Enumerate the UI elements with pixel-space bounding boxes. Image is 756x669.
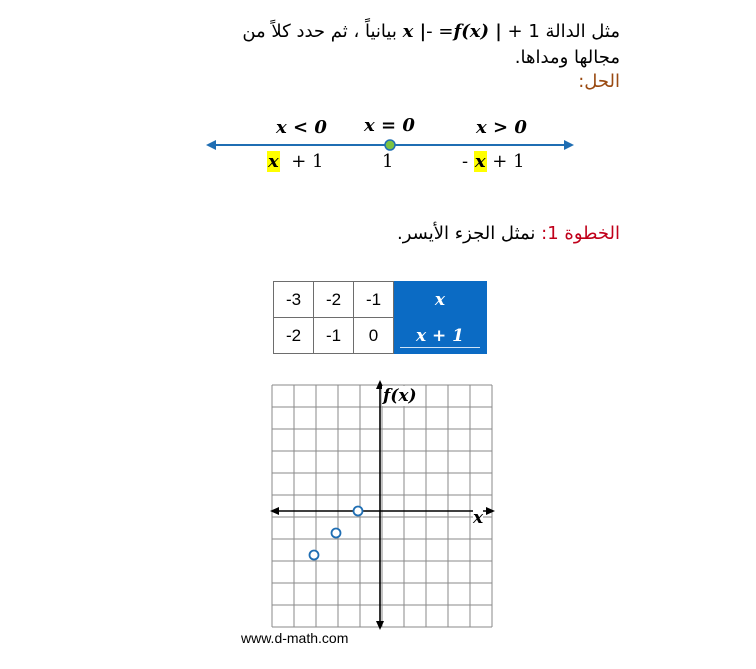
open-point xyxy=(310,551,319,560)
open-point xyxy=(354,507,363,516)
right-piece-minus: - xyxy=(462,151,469,172)
minus-sign: - xyxy=(426,21,439,42)
question-text-b: بيانياً ، ثم حدد كلاً من xyxy=(242,21,403,42)
x-axis-label: x xyxy=(473,508,484,528)
step-1-text: نمثل الجزء الأيسر. xyxy=(397,223,542,244)
zero-point xyxy=(385,140,395,150)
middle-value: 1 xyxy=(382,151,394,172)
table-cell: -3 xyxy=(274,282,314,318)
number-line-right-arrow xyxy=(564,140,574,150)
table-header-x-plus-1-text: x + 1 xyxy=(415,325,465,346)
question-line-2: مجالها ومداها. xyxy=(514,47,620,68)
y-axis-label: f(x) xyxy=(383,386,417,406)
table-cell: -2 xyxy=(314,282,354,318)
solution-label: الحل: xyxy=(578,71,620,92)
table-cell: -2 xyxy=(274,318,314,354)
open-point xyxy=(332,529,341,538)
question-text-a: مثل الدالة 1 + xyxy=(501,21,620,42)
abs-x-expression: | x | xyxy=(402,21,502,42)
table-cell: -1 xyxy=(314,318,354,354)
table-header-x: x xyxy=(394,282,487,318)
x-axis-arrow-right xyxy=(486,507,495,515)
x-axis-arrow-left xyxy=(270,507,279,515)
header-underline xyxy=(400,347,480,348)
right-piece-expression xyxy=(462,151,525,172)
number-line-left-arrow xyxy=(206,140,216,150)
table-row xyxy=(274,282,487,318)
y-axis-arrow-down xyxy=(376,621,384,630)
left-piece-expression xyxy=(267,151,323,172)
table-header-x-plus-1 xyxy=(394,318,487,354)
right-piece-rest: + 1 xyxy=(492,151,525,172)
step-1 xyxy=(397,223,620,244)
left-piece-var: x xyxy=(268,151,279,172)
step-1-label: الخطوة 1: xyxy=(541,223,620,244)
right-piece-var: x xyxy=(474,151,486,172)
coordinate-graph xyxy=(270,380,495,630)
table-cell: -1 xyxy=(354,282,394,318)
table-row xyxy=(274,318,487,354)
value-table xyxy=(273,281,487,354)
left-piece-rest: + 1 xyxy=(291,151,324,172)
label-x-equals-0: x = 0 xyxy=(364,115,415,136)
equals-sign: = xyxy=(438,21,454,42)
label-x-less-0: x < 0 xyxy=(276,117,327,138)
function-notation: f(x) xyxy=(453,21,489,42)
label-x-greater-0: x > 0 xyxy=(476,117,527,138)
footer-url: www.d-math.com xyxy=(241,630,349,646)
table-cell: 0 xyxy=(354,318,394,354)
question-line-1 xyxy=(242,20,620,44)
